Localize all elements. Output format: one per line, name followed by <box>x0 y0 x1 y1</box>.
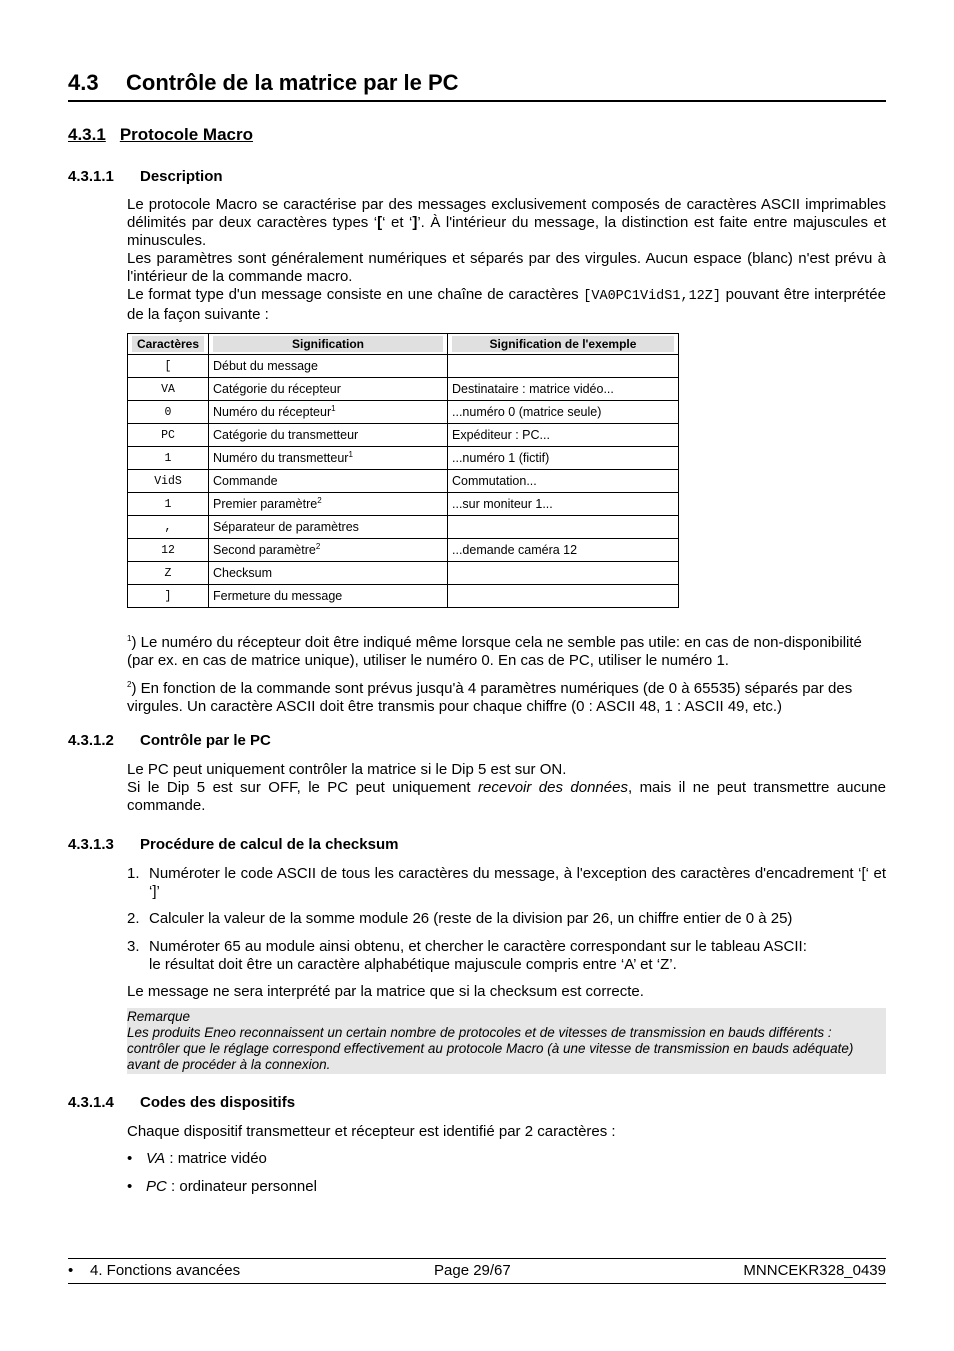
cell-meaning <box>209 562 448 585</box>
cell-meaning <box>209 401 448 424</box>
text: Les paramètres sont généralement numériques et séparés par des virgules. Aucun espace (blanc) n'est prévu à l'intérieur de la commande macro. <box>127 250 886 285</box>
text: ‘ et ‘ <box>382 214 413 231</box>
column-header <box>209 334 448 355</box>
heading-title: Codes des dispositifs <box>140 1094 296 1111</box>
cell-example: Expéditeur : PC... <box>448 424 679 447</box>
footer-page-number: Page 29/67 <box>434 1262 511 1279</box>
bullet-icon: • <box>127 1178 133 1195</box>
footer-doc-id: MNNCEKR328_0439 <box>743 1262 886 1279</box>
list-number: 3. <box>127 938 140 955</box>
footnote-marker: 1 <box>348 450 353 460</box>
heading-number: 4.3.1.2 <box>68 732 114 749</box>
remark-box <box>127 1008 886 1074</box>
table-row <box>128 539 679 562</box>
text: Le PC peut uniquement contrôler la matrice si le Dip 5 est sur ON. <box>127 761 567 778</box>
header-label: Signification de l'exemple <box>452 336 674 352</box>
meaning-text: Séparateur de paramètres <box>213 520 359 534</box>
list-text <box>149 938 886 974</box>
column-header <box>128 334 209 355</box>
heading-number: 4.3.1.4 <box>68 1094 114 1111</box>
footnote-marker: 2 <box>315 542 321 552</box>
text: Le format type d'un message consiste en une chaîne de caractères <box>127 286 584 303</box>
table-row <box>128 401 679 424</box>
heading-checksum <box>68 836 398 853</box>
table-header-row <box>128 334 679 355</box>
text: recevoir des données <box>478 779 628 796</box>
table-row <box>128 516 679 539</box>
checksum-conclusion: Le message ne sera interprété par la matrice que si la checksum est correcte. <box>127 983 644 1000</box>
text: Le protocole Macro se caractérise par des messages exclusivement composés de caractères ASCII imprimables délimités par deux caractères types ‘ <box>127 196 886 231</box>
cell-character: VidS <box>128 470 209 493</box>
heading-device-codes <box>68 1094 295 1111</box>
table-row <box>128 493 679 516</box>
text: : matrice vidéo <box>165 1150 267 1167</box>
remark-text: Les produits Eneo reconnaissent un certain nombre de protocoles et de vitesses de transmission en bauds différents : contrôler que le réglage correspond effectivement au protocole Macro (à une vitesse de transmission en bauds adéquate) avant de procéder à la connexion. <box>127 1025 854 1072</box>
cell-character: , <box>128 516 209 539</box>
meaning-text: Commande <box>213 474 278 488</box>
description-paragraph <box>127 196 886 324</box>
footer-bullet-icon: • <box>68 1262 74 1279</box>
footnote-marker: 1 <box>127 634 132 643</box>
footnote-text: ) En fonction de la commande sont prévus jusqu'à 4 paramètres numériques (de 0 à 65535) séparés par des virgules. Un caractère ASCII doit être transmis pour chaque chiffre (0 : ASCII 48, 1 : ASCII 49, etc.) <box>127 680 853 715</box>
remark-title: Remarque <box>127 1009 191 1024</box>
cell-example <box>448 355 679 378</box>
section-title: Contrôle de la matrice par le PC <box>126 70 459 95</box>
code-sample: [VA0PC1VidS1,12Z] <box>583 289 721 304</box>
heading-title: Description <box>140 168 223 185</box>
macro-format-table <box>127 333 679 608</box>
cell-character: [ <box>128 355 209 378</box>
text: ] <box>412 214 418 231</box>
footnote-marker: 1 <box>331 404 336 414</box>
device-codes-paragraph: Chaque dispositif transmetteur et récepteur est identifié par 2 caractères : <box>127 1123 616 1140</box>
cell-example <box>448 516 679 539</box>
footnote-2 <box>127 676 886 716</box>
subsection-title: Protocole Macro <box>119 125 254 144</box>
cell-character: 0 <box>128 401 209 424</box>
cell-example <box>448 562 679 585</box>
cell-example: ...demande caméra 12 <box>448 539 679 562</box>
bullet-text <box>146 1178 317 1195</box>
heading-number: 4.3.1.3 <box>68 836 114 853</box>
list-item <box>127 938 886 974</box>
text: le résultat doit être un caractère alphabétique majuscule compris entre ‘A’ et ‘Z’. <box>149 956 677 973</box>
cell-example: Destinataire : matrice vidéo... <box>448 378 679 401</box>
section-number: 4.3 <box>68 70 99 95</box>
heading-pc-control <box>68 732 271 749</box>
cell-meaning <box>209 447 448 470</box>
header-label: Caractères <box>132 336 204 352</box>
subsection-number: 4.3.1 <box>68 125 106 144</box>
table-row <box>128 447 679 470</box>
table-body <box>128 355 679 608</box>
meaning-text: Numéro du récepteur <box>213 405 332 420</box>
meaning-text: Début du message <box>213 359 318 373</box>
heading-description <box>68 168 223 185</box>
footnote-marker: 2 <box>127 680 132 689</box>
text: ’. À l'intérieur du message, la distinction est faite entre majuscules et minuscules. <box>127 214 886 249</box>
cell-meaning <box>209 516 448 539</box>
cell-example <box>448 585 679 608</box>
heading-number: 4.3.1.1 <box>68 168 114 185</box>
page-footer <box>68 1258 886 1284</box>
list-text: Calculer la valeur de la somme module 26 (reste de la division par 26, un chiffre entier de 0 à 25) <box>149 910 793 927</box>
cell-example: Commutation... <box>448 470 679 493</box>
meaning-text: Catégorie du récepteur <box>213 382 341 396</box>
text: : ordinateur personnel <box>166 1178 317 1195</box>
text: Si le Dip 5 est sur OFF, le PC peut uniquement <box>127 779 479 796</box>
meaning-text: Catégorie du transmetteur <box>213 428 359 442</box>
footnote-marker: 2 <box>317 496 322 506</box>
text: pouvant être interprétée de la façon suivante : <box>127 286 886 323</box>
meaning-text: Second paramètre <box>213 543 316 558</box>
list-item <box>127 910 886 928</box>
cell-character: 1 <box>128 493 209 516</box>
cell-character: 1 <box>128 447 209 470</box>
text: PC <box>146 1178 167 1195</box>
table-row <box>128 562 679 585</box>
list-text: Numéroter le code ASCII de tous les caractères du message, à l'exception des caractères d'encadrement ‘[‘ et ‘]’ <box>149 865 886 900</box>
pc-control-paragraph <box>127 761 886 815</box>
table-row <box>128 378 679 401</box>
bullet-icon: • <box>127 1150 133 1167</box>
text: [ <box>377 214 383 231</box>
list-number: 1. <box>127 865 140 882</box>
meaning-text: Premier paramètre <box>213 497 318 512</box>
section-heading <box>68 70 886 102</box>
cell-meaning <box>209 585 448 608</box>
table-row <box>128 585 679 608</box>
cell-character: Z <box>128 562 209 585</box>
cell-example: ...numéro 0 (matrice seule) <box>448 401 679 424</box>
list-item <box>127 865 886 901</box>
footnote-text: ) Le numéro du récepteur doit être indiqué même lorsque cela ne semble pas utile: en cas de non-disponibilité (par ex. en cas de matrice unique), utiliser le numéro 0. En cas de PC, utiliser le numéro 1. <box>127 634 862 669</box>
bullet-item <box>127 1150 886 1168</box>
meaning-text: Numéro du transmetteur <box>213 451 349 466</box>
cell-character: 12 <box>128 539 209 562</box>
cell-meaning <box>209 493 448 516</box>
cell-example: ...sur moniteur 1... <box>448 493 679 516</box>
header-label: Signification <box>213 336 443 352</box>
subsection-heading <box>68 125 253 145</box>
table-row <box>128 424 679 447</box>
cell-meaning <box>209 424 448 447</box>
table-row <box>128 355 679 378</box>
cell-meaning <box>209 378 448 401</box>
meaning-text: Checksum <box>213 566 273 580</box>
text: VA <box>146 1150 166 1167</box>
table-row <box>128 470 679 493</box>
bullet-text <box>146 1150 267 1167</box>
meaning-text: Fermeture du message <box>213 589 343 603</box>
footer-chapter: 4. Fonctions avancées <box>90 1262 241 1279</box>
cell-example: ...numéro 1 (fictif) <box>448 447 679 470</box>
heading-title: Contrôle par le PC <box>140 732 271 749</box>
cell-character: VA <box>128 378 209 401</box>
cell-meaning <box>209 470 448 493</box>
cell-meaning <box>209 355 448 378</box>
list-number: 2. <box>127 910 140 927</box>
footnote-1 <box>127 630 886 670</box>
cell-meaning <box>209 539 448 562</box>
column-header <box>448 334 679 355</box>
text: , mais il ne peut transmettre aucune commande. <box>127 779 886 814</box>
text: Numéroter 65 au module ainsi obtenu, et chercher le caractère correspondant sur le tableau ASCII: <box>149 938 807 955</box>
bullet-item <box>127 1178 886 1196</box>
heading-title: Procédure de calcul de la checksum <box>140 836 399 853</box>
cell-character: PC <box>128 424 209 447</box>
cell-character: ] <box>128 585 209 608</box>
